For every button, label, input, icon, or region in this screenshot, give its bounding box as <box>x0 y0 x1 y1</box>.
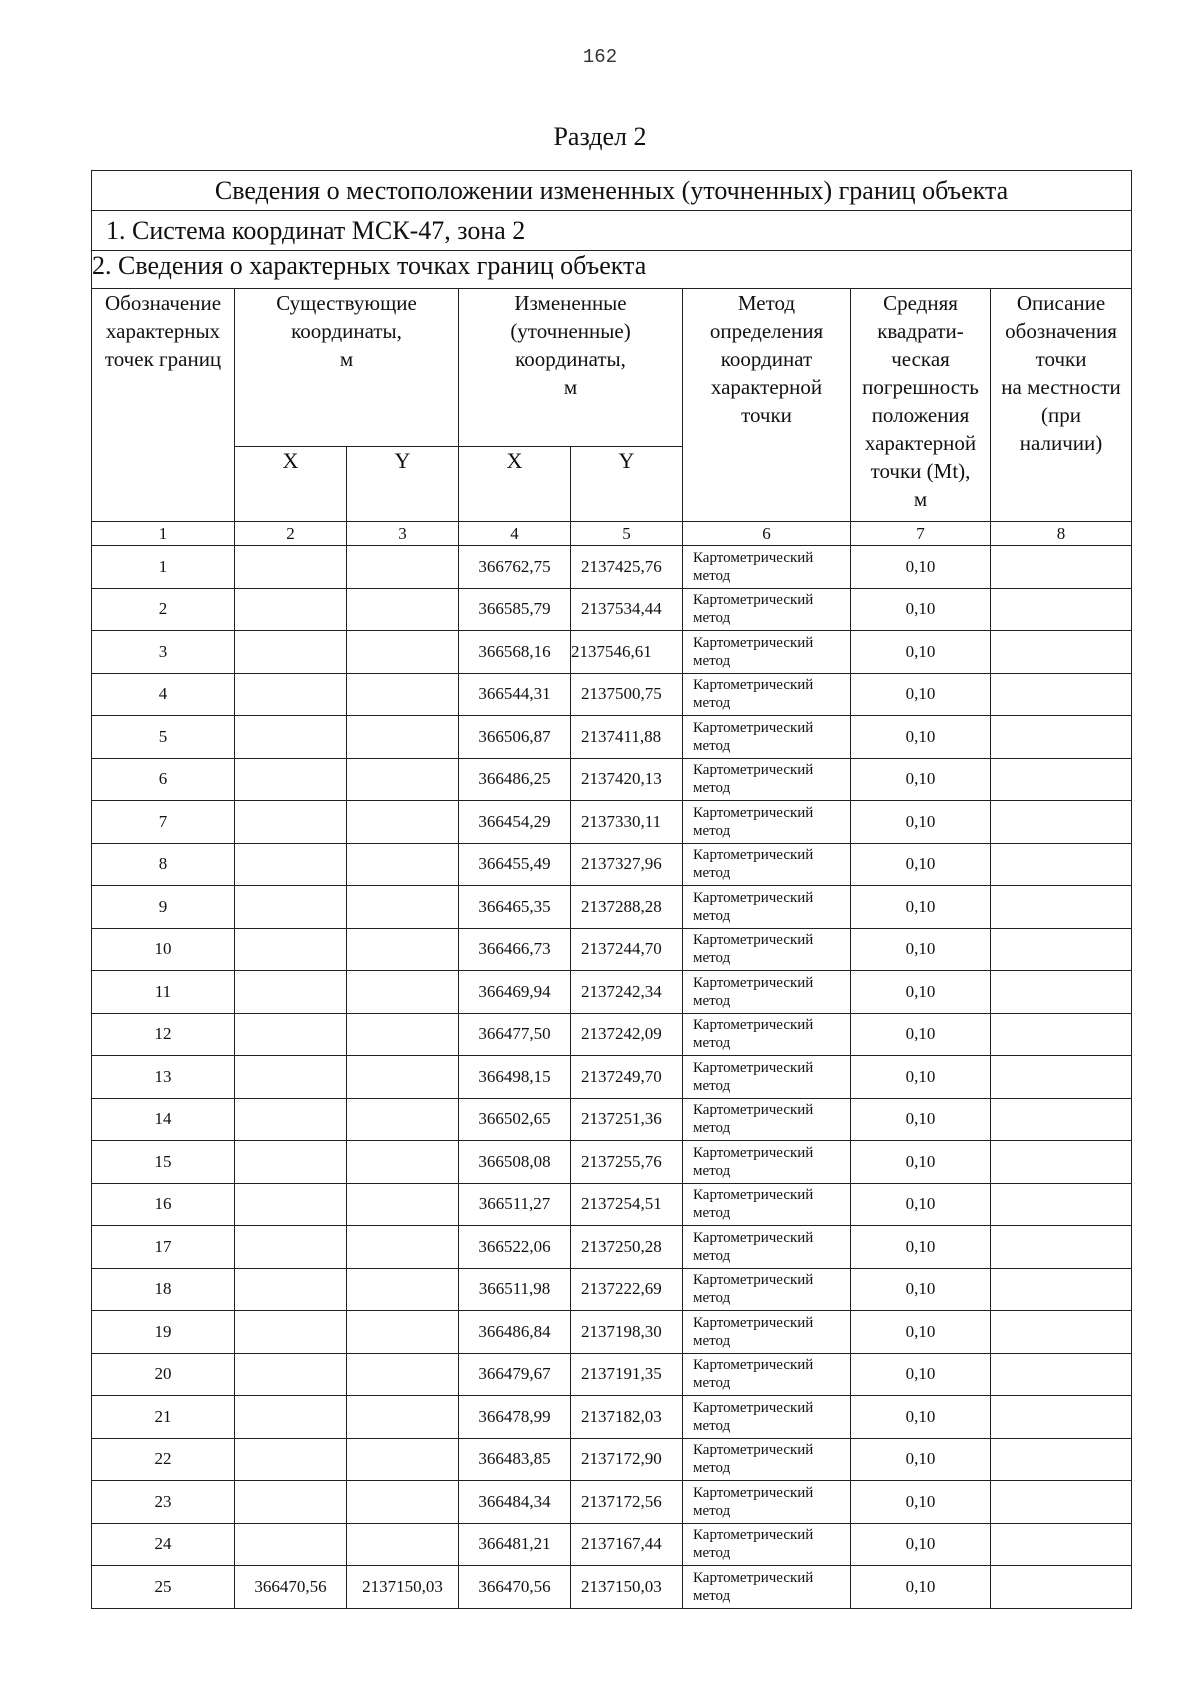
point-number-cell: 5 <box>92 716 235 759</box>
point-number-cell: 7 <box>92 801 235 844</box>
existing-x-cell <box>235 971 347 1014</box>
method-cell: Картометрический метод <box>683 1268 851 1311</box>
existing-y-cell <box>347 1141 459 1184</box>
changed-y-cell: 2137250,28 <box>571 1226 683 1269</box>
point-number-cell: 16 <box>92 1183 235 1226</box>
changed-y-cell: 2137172,56 <box>571 1481 683 1524</box>
changed-y-cell: 2137244,70 <box>571 928 683 971</box>
column-number: 5 <box>571 522 683 546</box>
point-description-cell <box>991 886 1132 929</box>
mean-square-error-cell: 0,10 <box>851 1438 991 1481</box>
changed-y-cell: 2137191,35 <box>571 1353 683 1396</box>
existing-y-cell <box>347 716 459 759</box>
existing-x-cell <box>235 1226 347 1269</box>
mean-square-error-cell: 0,10 <box>851 1141 991 1184</box>
existing-x-cell <box>235 1353 347 1396</box>
table-row <box>92 1183 1132 1226</box>
point-number-cell: 11 <box>92 971 235 1014</box>
mean-square-error-cell: 0,10 <box>851 758 991 801</box>
changed-x-cell: 366511,27 <box>459 1183 571 1226</box>
page-number: 162 <box>582 46 618 68</box>
table-row <box>92 928 1132 971</box>
table-row <box>92 1098 1132 1141</box>
mean-square-error-cell: 0,10 <box>851 1566 991 1609</box>
mean-square-error-cell: 0,10 <box>851 1056 991 1099</box>
existing-x-cell <box>235 631 347 674</box>
table-row <box>92 1013 1132 1056</box>
changed-y-cell: 2137288,28 <box>571 886 683 929</box>
point-number-cell: 1 <box>92 546 235 589</box>
mean-square-error-cell: 0,10 <box>851 673 991 716</box>
point-number-cell: 22 <box>92 1438 235 1481</box>
changed-y-cell: 2137425,76 <box>571 546 683 589</box>
point-number-cell: 4 <box>92 673 235 716</box>
existing-y-cell <box>347 886 459 929</box>
method-cell: Картометрический метод <box>683 843 851 886</box>
table-row <box>92 801 1132 844</box>
changed-y-cell: 2137182,03 <box>571 1396 683 1439</box>
changed-x-cell: 366568,16 <box>459 631 571 674</box>
changed-x-cell: 366455,49 <box>459 843 571 886</box>
mean-square-error-cell: 0,10 <box>851 886 991 929</box>
changed-y-cell: 2137420,13 <box>571 758 683 801</box>
changed-x-cell: 366762,75 <box>459 546 571 589</box>
existing-y-cell <box>347 1523 459 1566</box>
point-description-cell <box>991 1523 1132 1566</box>
header-mean-square-error: Средняя квадрати- ческая погрешность положения характерной точки (Mt), м <box>851 289 991 522</box>
column-number: 6 <box>683 522 851 546</box>
changed-y-cell: 2137167,44 <box>571 1523 683 1566</box>
existing-x-cell <box>235 1268 347 1311</box>
existing-y-cell <box>347 1438 459 1481</box>
existing-x-cell <box>235 1098 347 1141</box>
method-cell: Картометрический метод <box>683 928 851 971</box>
table-row <box>92 971 1132 1014</box>
method-cell: Картометрический метод <box>683 546 851 589</box>
mean-square-error-cell: 0,10 <box>851 588 991 631</box>
changed-y-cell: 2137150,03 <box>571 1566 683 1609</box>
header-changed-x: X <box>459 447 571 522</box>
point-description-cell <box>991 1226 1132 1269</box>
header-existing-y: Y <box>347 447 459 522</box>
changed-y-cell: 2137198,30 <box>571 1311 683 1354</box>
existing-y-cell <box>347 1396 459 1439</box>
header-description: Описание обозначения точки на местности (при наличии) <box>991 289 1132 522</box>
point-number-cell: 2 <box>92 588 235 631</box>
mean-square-error-cell: 0,10 <box>851 546 991 589</box>
point-description-cell <box>991 716 1132 759</box>
existing-x-cell <box>235 1141 347 1184</box>
table-row <box>92 1311 1132 1354</box>
point-description-cell <box>991 1013 1132 1056</box>
point-number-cell: 18 <box>92 1268 235 1311</box>
changed-x-cell: 366522,06 <box>459 1226 571 1269</box>
changed-y-cell: 2137327,96 <box>571 843 683 886</box>
point-number-cell: 8 <box>92 843 235 886</box>
mean-square-error-cell: 0,10 <box>851 716 991 759</box>
changed-y-cell: 2137249,70 <box>571 1056 683 1099</box>
point-number-cell: 15 <box>92 1141 235 1184</box>
method-cell: Картометрический метод <box>683 631 851 674</box>
existing-y-cell <box>347 631 459 674</box>
changed-x-cell: 366511,98 <box>459 1268 571 1311</box>
existing-y-cell <box>347 546 459 589</box>
changed-x-cell: 366486,25 <box>459 758 571 801</box>
method-cell: Картометрический метод <box>683 716 851 759</box>
point-number-cell: 6 <box>92 758 235 801</box>
point-number-cell: 9 <box>92 886 235 929</box>
mean-square-error-cell: 0,10 <box>851 1396 991 1439</box>
method-cell: Картометрический метод <box>683 1098 851 1141</box>
existing-y-cell: 2137150,03 <box>347 1566 459 1609</box>
changed-x-cell: 366465,35 <box>459 886 571 929</box>
point-description-cell <box>991 1183 1132 1226</box>
changed-x-cell: 366469,94 <box>459 971 571 1014</box>
existing-x-cell <box>235 1396 347 1439</box>
table-row <box>92 1268 1132 1311</box>
table-row <box>92 758 1132 801</box>
existing-x-cell <box>235 716 347 759</box>
existing-y-cell <box>347 1268 459 1311</box>
column-number: 1 <box>92 522 235 546</box>
mean-square-error-cell: 0,10 <box>851 971 991 1014</box>
existing-x-cell <box>235 758 347 801</box>
existing-x-cell <box>235 1013 347 1056</box>
existing-y-cell <box>347 1481 459 1524</box>
mean-square-error-cell: 0,10 <box>851 1098 991 1141</box>
existing-y-cell <box>347 1013 459 1056</box>
existing-y-cell <box>347 1056 459 1099</box>
point-description-cell <box>991 1268 1132 1311</box>
changed-x-cell: 366544,31 <box>459 673 571 716</box>
mean-square-error-cell: 0,10 <box>851 1013 991 1056</box>
changed-y-cell: 2137222,69 <box>571 1268 683 1311</box>
point-description-cell <box>991 1141 1132 1184</box>
mean-square-error-cell: 0,10 <box>851 1268 991 1311</box>
coordinate-system: 1. Система координат МСК-47, зона 2 <box>92 211 1132 251</box>
column-number: 8 <box>991 522 1132 546</box>
existing-x-cell <box>235 928 347 971</box>
table-row <box>92 1481 1132 1524</box>
changed-x-cell: 366478,99 <box>459 1396 571 1439</box>
table-row <box>92 631 1132 674</box>
changed-y-cell: 2137251,36 <box>571 1098 683 1141</box>
point-description-cell <box>991 1098 1132 1141</box>
changed-y-cell: 2137546,61 <box>571 631 683 674</box>
point-number-cell: 14 <box>92 1098 235 1141</box>
table-row <box>92 1396 1132 1439</box>
existing-x-cell <box>235 588 347 631</box>
changed-y-cell: 2137534,44 <box>571 588 683 631</box>
point-description-cell <box>991 801 1132 844</box>
table-row <box>92 546 1132 589</box>
changed-x-cell: 366484,34 <box>459 1481 571 1524</box>
table-row <box>92 1438 1132 1481</box>
header-method: Метод определения координат характерной точки <box>683 289 851 522</box>
point-number-cell: 10 <box>92 928 235 971</box>
existing-x-cell <box>235 886 347 929</box>
point-description-cell <box>991 546 1132 589</box>
changed-x-cell: 366466,73 <box>459 928 571 971</box>
point-number-cell: 20 <box>92 1353 235 1396</box>
existing-x-cell <box>235 1183 347 1226</box>
existing-y-cell <box>347 1183 459 1226</box>
mean-square-error-cell: 0,10 <box>851 843 991 886</box>
method-cell: Картометрический метод <box>683 758 851 801</box>
changed-x-cell: 366470,56 <box>459 1566 571 1609</box>
existing-y-cell <box>347 971 459 1014</box>
point-number-cell: 21 <box>92 1396 235 1439</box>
changed-x-cell: 366502,65 <box>459 1098 571 1141</box>
changed-x-cell: 366481,21 <box>459 1523 571 1566</box>
point-description-cell <box>991 631 1132 674</box>
header-existing-x: X <box>235 447 347 522</box>
point-description-cell <box>991 1056 1132 1099</box>
existing-x-cell <box>235 801 347 844</box>
point-number-cell: 25 <box>92 1566 235 1609</box>
changed-y-cell: 2137242,34 <box>571 971 683 1014</box>
existing-x-cell <box>235 673 347 716</box>
point-description-cell <box>991 758 1132 801</box>
mean-square-error-cell: 0,10 <box>851 1183 991 1226</box>
method-cell: Картометрический метод <box>683 1523 851 1566</box>
point-description-cell <box>991 588 1132 631</box>
method-cell: Картометрический метод <box>683 1396 851 1439</box>
changed-y-cell: 2137500,75 <box>571 673 683 716</box>
mean-square-error-cell: 0,10 <box>851 1523 991 1566</box>
changed-y-cell: 2137172,90 <box>571 1438 683 1481</box>
mean-square-error-cell: 0,10 <box>851 1481 991 1524</box>
point-number-cell: 19 <box>92 1311 235 1354</box>
header-point-designation: Обозначение характерных точек границ <box>92 289 235 522</box>
point-description-cell <box>991 673 1132 716</box>
method-cell: Картометрический метод <box>683 1183 851 1226</box>
method-cell: Картометрический метод <box>683 1438 851 1481</box>
changed-x-cell: 366508,08 <box>459 1141 571 1184</box>
existing-x-cell: 366470,56 <box>235 1566 347 1609</box>
existing-x-cell <box>235 1481 347 1524</box>
method-cell: Картометрический метод <box>683 1013 851 1056</box>
method-cell: Картометрический метод <box>683 1141 851 1184</box>
table-row <box>92 588 1132 631</box>
point-description-cell <box>991 1396 1132 1439</box>
existing-y-cell <box>347 1226 459 1269</box>
points-heading: 2. Сведения о характерных точках границ объекта <box>92 251 1132 289</box>
point-description-cell <box>991 1566 1132 1609</box>
point-number-cell: 13 <box>92 1056 235 1099</box>
changed-y-cell: 2137411,88 <box>571 716 683 759</box>
table-row <box>92 1523 1132 1566</box>
mean-square-error-cell: 0,10 <box>851 631 991 674</box>
method-cell: Картометрический метод <box>683 1481 851 1524</box>
changed-x-cell: 366585,79 <box>459 588 571 631</box>
changed-x-cell: 366454,29 <box>459 801 571 844</box>
boundary-points-table <box>91 170 1132 1609</box>
mean-square-error-cell: 0,10 <box>851 801 991 844</box>
mean-square-error-cell: 0,10 <box>851 1226 991 1269</box>
point-number-cell: 24 <box>92 1523 235 1566</box>
existing-x-cell <box>235 843 347 886</box>
existing-x-cell <box>235 1311 347 1354</box>
point-description-cell <box>991 843 1132 886</box>
changed-y-cell: 2137330,11 <box>571 801 683 844</box>
point-number-cell: 17 <box>92 1226 235 1269</box>
existing-y-cell <box>347 1311 459 1354</box>
table-row <box>92 886 1132 929</box>
method-cell: Картометрический метод <box>683 1226 851 1269</box>
column-number: 7 <box>851 522 991 546</box>
method-cell: Картометрический метод <box>683 1311 851 1354</box>
point-number-cell: 3 <box>92 631 235 674</box>
column-number: 3 <box>347 522 459 546</box>
point-description-cell <box>991 1311 1132 1354</box>
method-cell: Картометрический метод <box>683 1353 851 1396</box>
changed-x-cell: 366498,15 <box>459 1056 571 1099</box>
mean-square-error-cell: 0,10 <box>851 1311 991 1354</box>
point-description-cell <box>991 971 1132 1014</box>
section-title: Раздел 2 <box>553 122 647 151</box>
table-row <box>92 1353 1132 1396</box>
existing-y-cell <box>347 588 459 631</box>
point-description-cell <box>991 1481 1132 1524</box>
point-number-cell: 23 <box>92 1481 235 1524</box>
header-changed-y: Y <box>571 447 683 522</box>
existing-y-cell <box>347 673 459 716</box>
existing-y-cell <box>347 843 459 886</box>
existing-y-cell <box>347 1098 459 1141</box>
changed-x-cell: 366506,87 <box>459 716 571 759</box>
header-changed-coordinates: Измененные (уточненные) координаты, м <box>459 289 683 447</box>
method-cell: Картометрический метод <box>683 673 851 716</box>
table-row <box>92 843 1132 886</box>
mean-square-error-cell: 0,10 <box>851 1353 991 1396</box>
point-description-cell <box>991 1438 1132 1481</box>
existing-x-cell <box>235 1056 347 1099</box>
table-row <box>92 673 1132 716</box>
column-numbers-row <box>92 522 1132 546</box>
existing-x-cell <box>235 1523 347 1566</box>
method-cell: Картометрический метод <box>683 801 851 844</box>
header-existing-coordinates: Существующие координаты, м <box>235 289 459 447</box>
table-row <box>92 1056 1132 1099</box>
column-number: 2 <box>235 522 347 546</box>
column-number: 4 <box>459 522 571 546</box>
existing-y-cell <box>347 1353 459 1396</box>
changed-x-cell: 366477,50 <box>459 1013 571 1056</box>
table-title: Сведения о местоположении измененных (уточненных) границ объекта <box>92 171 1132 211</box>
existing-x-cell <box>235 1438 347 1481</box>
point-description-cell <box>991 928 1132 971</box>
existing-x-cell <box>235 546 347 589</box>
method-cell: Картометрический метод <box>683 1056 851 1099</box>
existing-y-cell <box>347 758 459 801</box>
existing-y-cell <box>347 801 459 844</box>
table-row <box>92 1226 1132 1269</box>
mean-square-error-cell: 0,10 <box>851 928 991 971</box>
changed-y-cell: 2137242,09 <box>571 1013 683 1056</box>
method-cell: Картометрический метод <box>683 886 851 929</box>
point-description-cell <box>991 1353 1132 1396</box>
table-row <box>92 1141 1132 1184</box>
method-cell: Картометрический метод <box>683 588 851 631</box>
method-cell: Картометрический метод <box>683 1566 851 1609</box>
method-cell: Картометрический метод <box>683 971 851 1014</box>
existing-y-cell <box>347 928 459 971</box>
table-row <box>92 716 1132 759</box>
changed-y-cell: 2137255,76 <box>571 1141 683 1184</box>
changed-y-cell: 2137254,51 <box>571 1183 683 1226</box>
changed-x-cell: 366486,84 <box>459 1311 571 1354</box>
table-row <box>92 1566 1132 1609</box>
changed-x-cell: 366483,85 <box>459 1438 571 1481</box>
point-number-cell: 12 <box>92 1013 235 1056</box>
changed-x-cell: 366479,67 <box>459 1353 571 1396</box>
